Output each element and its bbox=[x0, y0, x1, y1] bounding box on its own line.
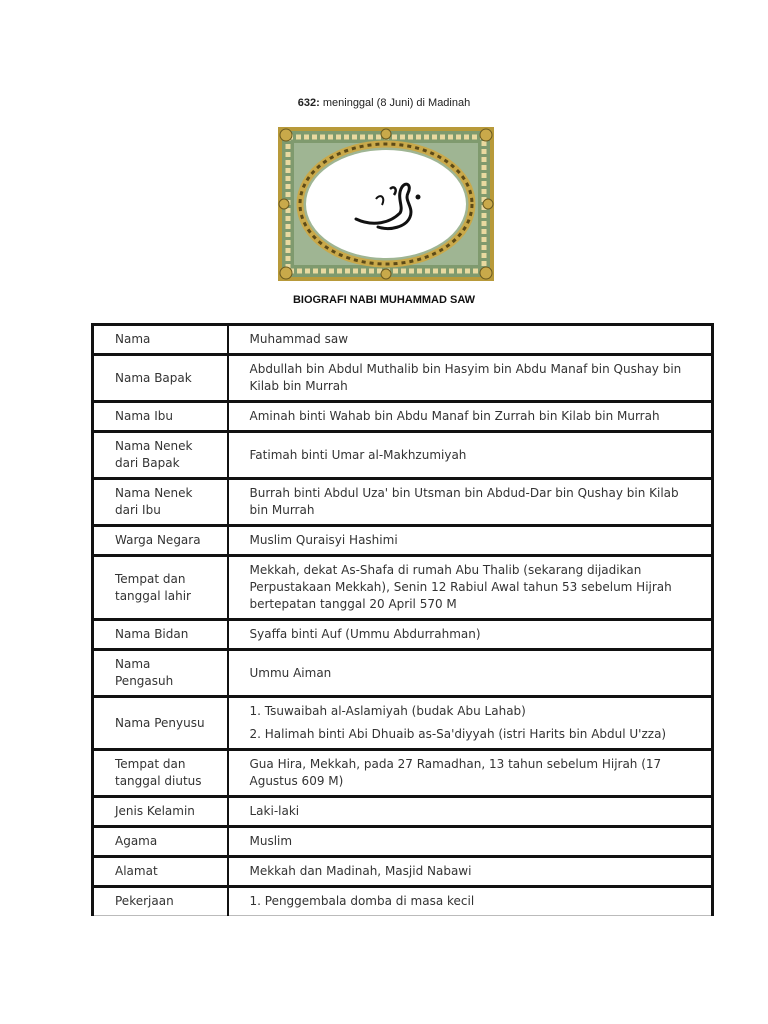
row-label: Nama Penyusu bbox=[93, 697, 228, 750]
death-year: 632: bbox=[297, 97, 320, 109]
row-value bbox=[228, 325, 713, 355]
table-row bbox=[93, 827, 713, 857]
table-row bbox=[93, 355, 713, 402]
row-value bbox=[228, 479, 713, 526]
table-row bbox=[93, 556, 713, 620]
death-event: meninggal (8 Juni) di Madinah bbox=[322, 97, 471, 109]
row-value bbox=[228, 887, 713, 916]
row-label: Warga Negara bbox=[93, 526, 228, 556]
row-label: Jenis Kelamin bbox=[93, 797, 228, 827]
row-label: Alamat bbox=[93, 857, 228, 887]
table-row bbox=[93, 750, 713, 797]
row-value bbox=[228, 432, 713, 479]
row-value-line: Abdullah bin Abdul Muthalib bin Hasyim bin Abdu Manaf bin Qushay bin Kilab bin Murrah bbox=[249, 362, 682, 393]
table-row bbox=[93, 325, 713, 355]
row-label: Nama Nenek dari Ibu bbox=[93, 479, 228, 526]
table-row bbox=[93, 479, 713, 526]
row-label: Pekerjaan bbox=[93, 887, 228, 916]
table-row bbox=[93, 697, 713, 750]
row-label: Nama bbox=[93, 325, 228, 355]
row-value bbox=[228, 355, 713, 402]
row-value bbox=[228, 750, 713, 797]
row-value-line: Laki-laki bbox=[249, 804, 300, 818]
table-row bbox=[93, 432, 713, 479]
row-label: Nama Ibu bbox=[93, 402, 228, 432]
row-label: Nama Nenek dari Bapak bbox=[93, 432, 228, 479]
calligraphy-emblem bbox=[278, 127, 494, 281]
row-value-line: Fatimah binti Umar al-Makhzumiyah bbox=[249, 447, 467, 462]
row-value bbox=[228, 650, 713, 697]
row-value-line: Mekkah dan Madinah, Masjid Nabawi bbox=[249, 864, 472, 878]
row-value bbox=[228, 827, 713, 857]
document-title: BIOGRAFI NABI MUHAMMAD SAW bbox=[292, 294, 476, 306]
table-row bbox=[93, 797, 713, 827]
row-label: Nama Bapak bbox=[93, 355, 228, 402]
row-value-line: 1. Tsuwaibah al-Aslamiyah (budak Abu Lahab) bbox=[249, 704, 526, 718]
row-label: Nama Bidan bbox=[93, 620, 228, 650]
table-row bbox=[93, 620, 713, 650]
table-row bbox=[93, 526, 713, 556]
row-value-line: Muhammad saw bbox=[249, 332, 349, 346]
table-row bbox=[93, 887, 713, 916]
row-value bbox=[228, 402, 713, 432]
row-value bbox=[228, 697, 713, 750]
row-value bbox=[228, 620, 713, 650]
row-label: Tempat dan tanggal diutus bbox=[93, 750, 228, 797]
row-value-line: 1. Penggembala domba di masa kecil bbox=[249, 894, 475, 908]
row-value-line: Aminah binti Wahab bin Abdu Manaf bin Zurrah bin Kilab bin Murrah bbox=[249, 409, 660, 423]
row-value-line: Ummu Aiman bbox=[249, 665, 332, 680]
biography-table-body bbox=[93, 325, 713, 916]
row-value-line: Muslim Quraisyi Hashimi bbox=[249, 533, 398, 547]
row-value bbox=[228, 556, 713, 620]
row-label: Tempat dan tanggal lahir bbox=[93, 556, 228, 620]
row-value bbox=[228, 857, 713, 887]
row-value-line: Burrah binti Abdul Uza' bin Utsman bin Abdud-Dar bin Qushay bin Kilab bin Murrah bbox=[249, 486, 679, 517]
row-value-line: Gua Hira, Mekkah, pada 27 Ramadhan, 13 tahun sebelum Hijrah (17 Agustus 609 M) bbox=[249, 757, 662, 788]
row-label: Agama bbox=[93, 827, 228, 857]
death-note bbox=[0, 97, 768, 109]
row-value-line: Muslim bbox=[249, 834, 293, 848]
table-row bbox=[93, 402, 713, 432]
row-value bbox=[228, 797, 713, 827]
row-label: Nama Pengasuh bbox=[93, 650, 228, 697]
row-value-line: 2. Halimah binti Abi Dhuaib as-Sa'diyyah (istri Harits bin Abdul U'zza) bbox=[249, 727, 667, 741]
row-value-line: Mekkah, dekat As-Shafa di rumah Abu Thalib (sekarang dijadikan Perpustakaan Mekkah), Senin 12 Rabiul Awal tahun 53 sebelum Hijrah bertepatan tanggal 20 April 570 M bbox=[249, 563, 672, 611]
row-value-line: Syaffa binti Auf (Ummu Abdurrahman) bbox=[249, 627, 481, 641]
table-row bbox=[93, 650, 713, 697]
row-value bbox=[228, 526, 713, 556]
table-row bbox=[93, 857, 713, 887]
biography-table bbox=[91, 323, 714, 916]
